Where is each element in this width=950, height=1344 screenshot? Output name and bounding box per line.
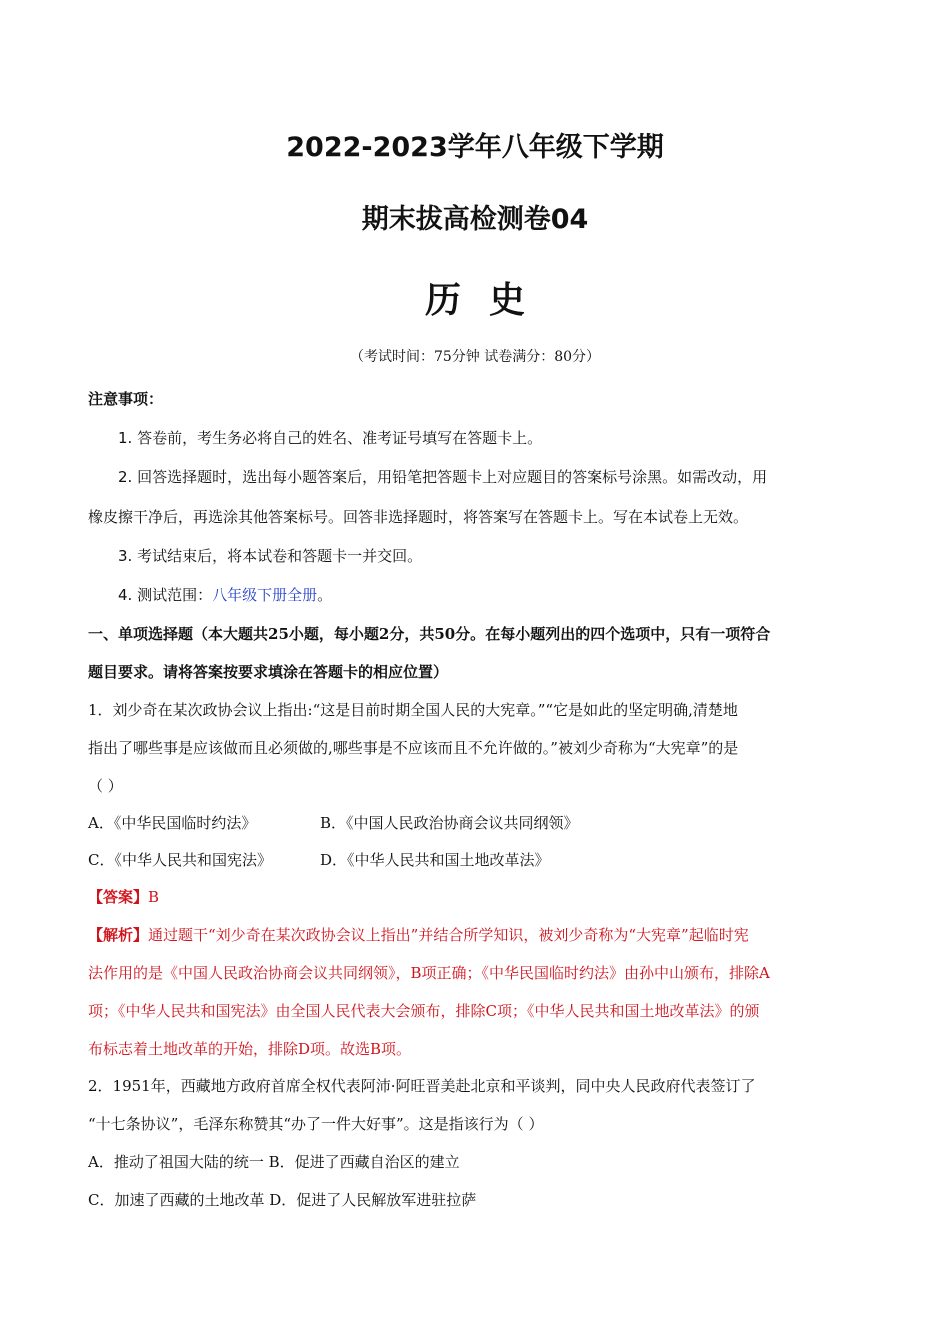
question-1-stem: 1．刘少奇在某次政协会议上指出:“这是目前时期全国人民的大宪章。”“它是如此的坚定明确,清楚地 <box>88 701 738 719</box>
option-b[interactable]: B．《中国人民政治协商会议共同纲领》 <box>320 814 579 832</box>
note-suffix: 。 <box>317 586 333 604</box>
question-1-stem-line-2: 指出了哪些事是应该做而且必须做的,哪些事是不应该而且不允许做的。”被刘少奇称为“大宪章”的是 <box>88 739 739 757</box>
note-item-3 <box>118 545 868 566</box>
title-line-1: 2022-2023学年八年级下学期 <box>286 132 664 163</box>
question-1-blank: （ ） <box>88 777 123 795</box>
note-prefix: 测试范围： <box>137 586 213 604</box>
note-text: 回答选择题时，选出每小题答案后，用铅笔把答题卡上对应题目的答案标号涂黑。如需改动，用 <box>137 468 768 486</box>
question-2-stem-line-2: “十七条协议”，毛泽东称赞其“办了一件大好事”。这是指该行为（ ） <box>88 1115 544 1133</box>
question-1-analysis-line-4: 布标志着土地改革的开始，排除D项。故选B项。 <box>88 1040 412 1058</box>
question-1-options-row-1 <box>88 812 868 833</box>
option-a[interactable]: A．《中华民国临时约法》 <box>88 814 257 832</box>
note-number: 2. <box>118 468 133 486</box>
question-1-options-row-2 <box>88 849 868 870</box>
question-1-answer <box>88 886 868 907</box>
section-heading-continued: 题目要求。请将答案按要求填涂在答题卡的相应位置） <box>88 663 449 681</box>
note-item-2-continued: 橡皮擦干净后，再选涂其他答案标号。回答非选择题时，将答案写在答题卡上。写在本试卷上无效。 <box>88 508 749 526</box>
analysis-text: 通过题干“刘少奇在某次政协会议上指出”并结合所学知识，被刘少奇称为“大宪章”起临时宪 <box>148 926 749 944</box>
note-item-1 <box>118 427 868 448</box>
note-number: 4. <box>118 586 133 604</box>
note-number: 1. <box>118 429 133 447</box>
question-1-analysis-line-2: 法作用的是《中国人民政治协商会议共同纲领》，B项正确；《中华民国临时约法》由孙中山颁布，排除A <box>88 964 770 982</box>
exam-info: （考试时间：75分钟 试卷满分：80分） <box>349 349 601 365</box>
test-range-link[interactable]: 八年级下册全册 <box>212 586 318 604</box>
option-c[interactable]: C．《中华人民共和国宪法》 <box>88 851 272 869</box>
notes-heading: 注意事项： <box>88 390 164 408</box>
analysis-label: 【解析】 <box>88 926 149 944</box>
note-text: 答卷前，考生务必将自己的姓名、准考证号填写在答题卡上。 <box>137 429 543 447</box>
section-heading: 一、单项选择题（本大题共25小题，每小题2分，共50分。在每小题列出的四个选项中，只有一项符合 <box>88 625 771 643</box>
note-item-2 <box>118 466 868 487</box>
question-2-stem: 2．1951年，西藏地方政府首席全权代表阿沛·阿旺晋美赴北京和平谈判，同中央人民政府代表签订了 <box>88 1077 756 1095</box>
question-1-analysis <box>88 924 868 945</box>
note-text: 考试结束后，将本试卷和答题卡一并交回。 <box>137 547 423 565</box>
question-1-analysis-line-3: 项；《中华人民共和国宪法》由全国人民代表大会颁布，排除C项；《中华人民共和国土地改革法》的颁 <box>88 1002 760 1020</box>
answer-value: B <box>148 888 160 906</box>
option-d[interactable]: D．《中华人民共和国土地改革法》 <box>320 851 550 869</box>
note-item-4 <box>118 584 868 605</box>
subject-title: 历史 <box>424 280 553 321</box>
question-2-options-row-1[interactable]: A．推动了祖国大陆的统一 B．促进了西藏自治区的建立 <box>88 1153 460 1171</box>
title-line-2: 期末拔高检测卷04 <box>361 204 589 235</box>
answer-label: 【答案】 <box>88 888 149 906</box>
question-2-options-row-2[interactable]: C．加速了西藏的土地改革 D．促进了人民解放军进驻拉萨 <box>88 1191 477 1209</box>
note-number: 3. <box>118 547 133 565</box>
